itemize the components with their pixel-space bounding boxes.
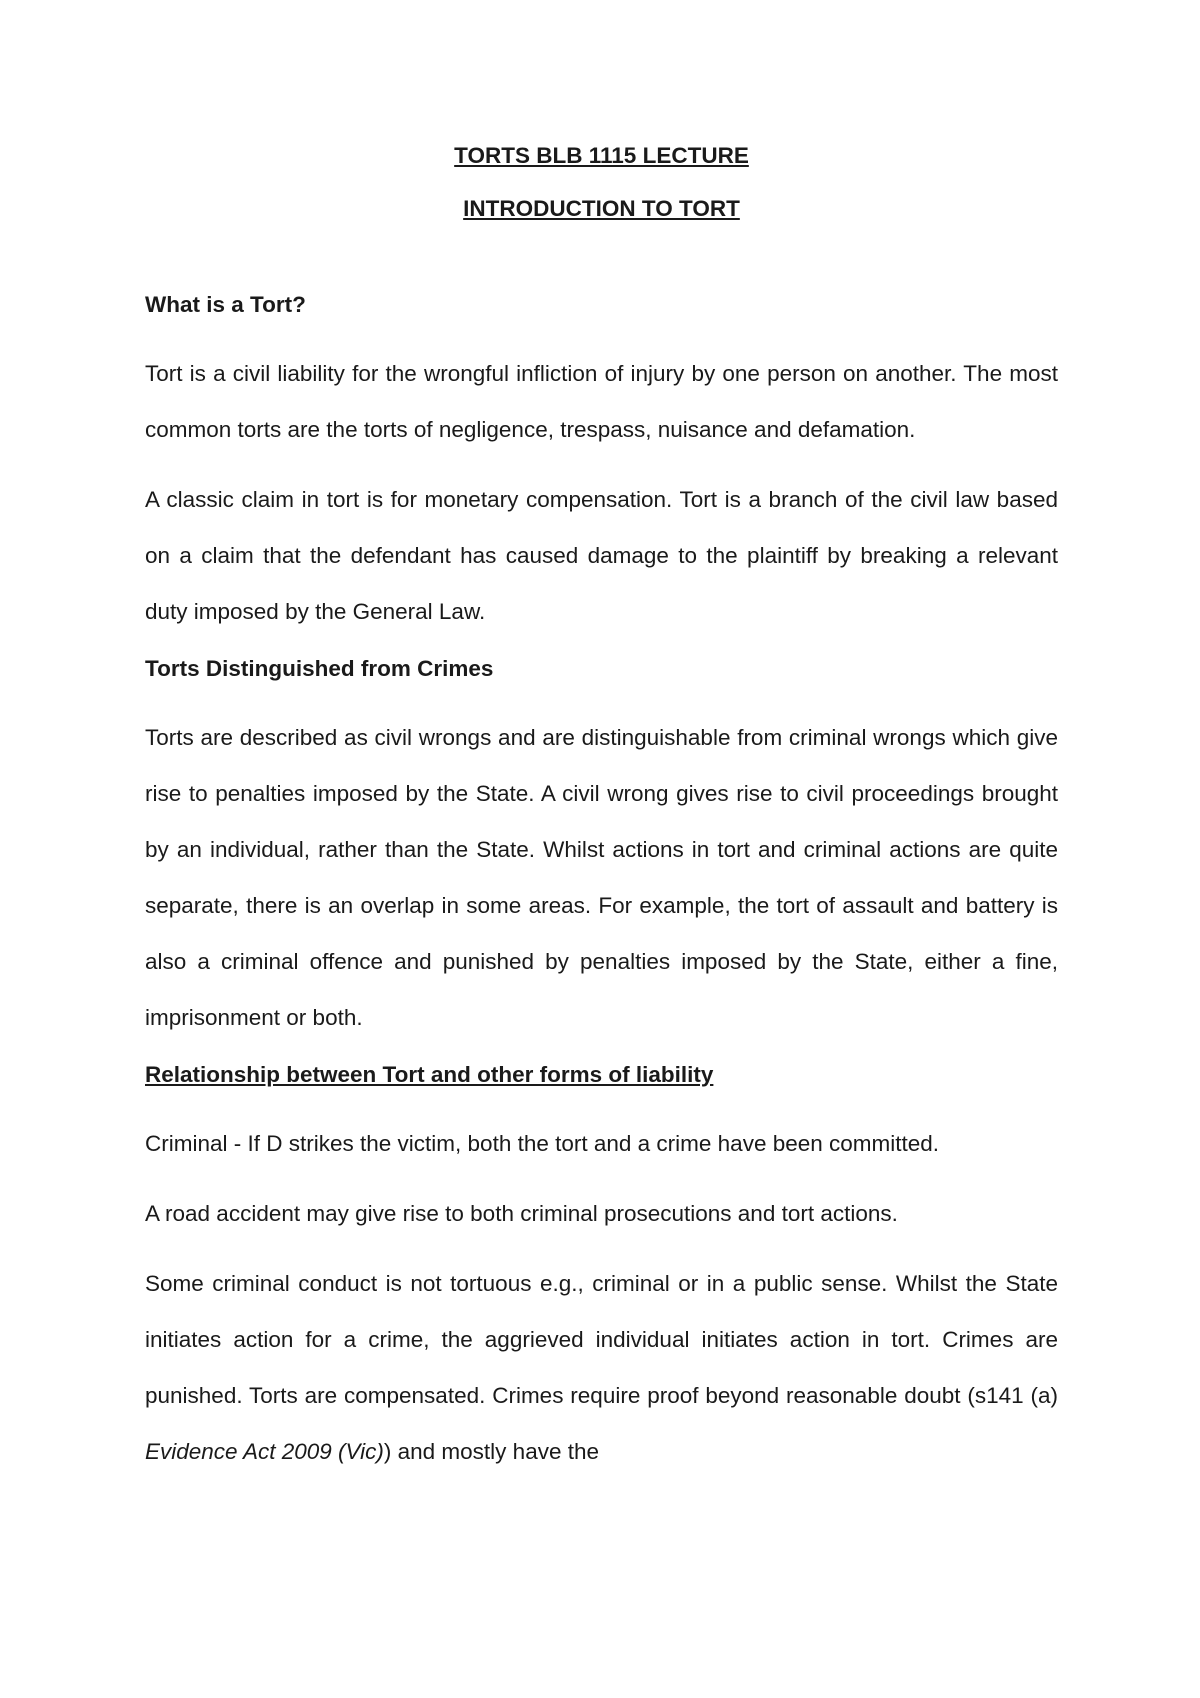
paragraph-criminal-conduct [145, 1256, 1058, 1480]
statute-citation: Evidence Act 2009 (Vic) [145, 1439, 384, 1464]
paragraph-tort-definition: Tort is a civil liability for the wrongful infliction of injury by one person on another. The most common torts are the torts of negligence, trespass, nuisance and defamation. [145, 361, 1058, 442]
paragraph-civil-wrongs: Torts are described as civil wrongs and are distinguishable from criminal wrongs which give rise to penalties imposed by the State. A civil wrong gives rise to civil proceedings brought by an individual, rather than the State. Whilst actions in tort and criminal actions are quite separate, there is an overlap in some areas. For example, the tort of assault and battery is also a criminal offence and punished by penalties imposed by the State, either a fine, imprisonment or both. [145, 725, 1058, 1030]
section-heading-relationship: Relationship between Tort and other forms of liability [145, 1062, 714, 1087]
section-heading-torts-vs-crimes: Torts Distinguished from Crimes [145, 656, 494, 681]
paragraph-road-accident: A road accident may give rise to both criminal prosecutions and tort actions. [145, 1201, 898, 1226]
paragraph-criminal-strike: Criminal - If D strikes the victim, both the tort and a crime have been committed. [145, 1131, 940, 1156]
section-heading-what-is-a-tort: What is a Tort? [145, 292, 306, 317]
paragraph-criminal-conduct-text-end: ) and mostly have the [383, 1439, 600, 1464]
paragraph-criminal-conduct-text: Some criminal conduct is not tortuous e.g., criminal or in a public sense. Whilst the State initiates action for a crime, the aggrieved individual initiates action in tort. Crimes are punished. Torts are compensated. Crimes require proof beyond reasonable doubt (s141 (a) [145, 1271, 1058, 1408]
paragraph-classic-claim: A classic claim in tort is for monetary compensation. Tort is a branch of the civil law based on a claim that the defendant has caused damage to the plaintiff by breaking a relevant duty imposed by the General Law. [145, 487, 1058, 624]
document-subtitle: INTRODUCTION TO TORT [463, 196, 740, 221]
document-title: TORTS BLB 1115 LECTURE [454, 143, 749, 168]
